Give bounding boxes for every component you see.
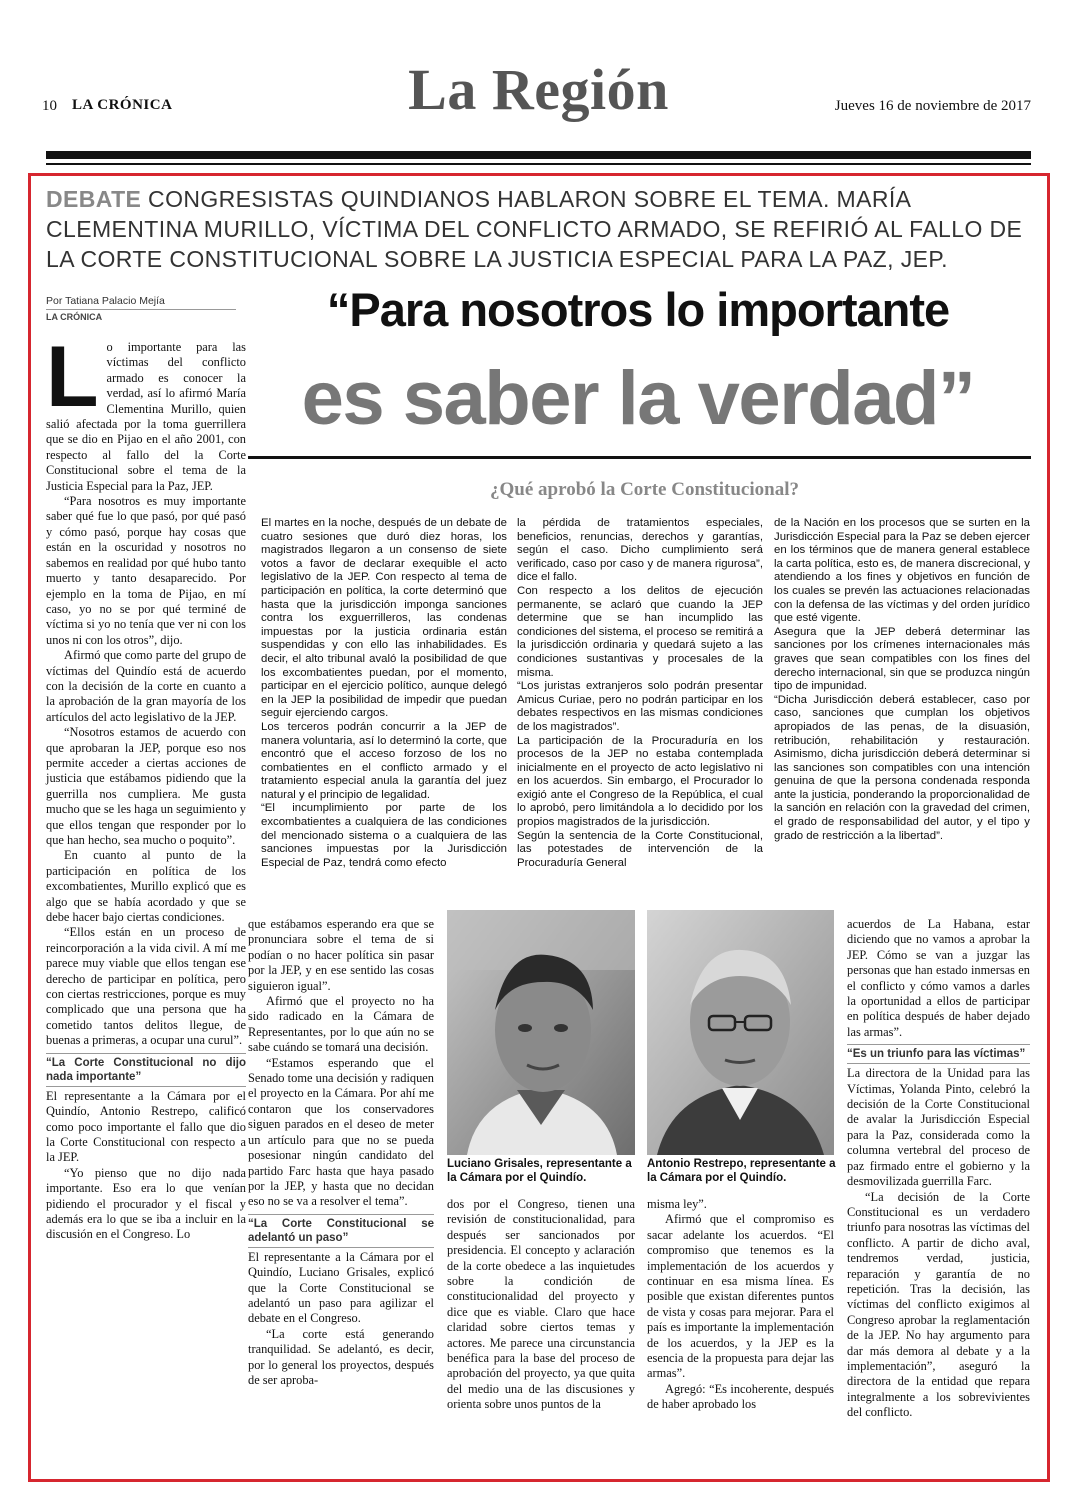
paragraph: “Dicha Jurisdicción deberá establecer, caso por caso, sanciones que cumplan los objetivos apropiados de las penas, de la disuasión, retribución, rehabilitación y restauración. Asimismo, dicha jurisdicción deberá determinar si las sanciones son compatibles con una intención genuina de que la persona condenada responda ante la justicia, ponderando la proporcionalidad de la sanción en relación con la gravedad del crimen, el grado de responsabilidad del autor, y el tipo y grado de restricción a la libertad”. (774, 693, 1030, 842)
kicker-text: CONGRESISTAS QUINDIANOS HABLARON SOBRE EL TEMA. MARÍA CLEMENTINA MURILLO, VÍCTIMA DEL CONFLICTO ARMADO, SE REFIRIÓ AL FALLO DE LA CORTE CONSTITUCIONAL SOBRE LA JUSTICIA ESPECIAL PARA LA PAZ, JEP. (46, 186, 1023, 272)
photo-luciano-grisales (447, 910, 635, 1155)
kicker-tag: DEBATE (46, 186, 142, 212)
sidebar-box-title: ¿Qué aprobó la Corte Constitucional? (490, 479, 799, 500)
article-column-1 (46, 329, 246, 1243)
paragraph: La directora de la Unidad para las Víctimas, Yolanda Pinto, celebró la decisión de la Corte Constitucional de avalar la Jurisdicción Especial para la Paz, considerada como la columna vertebral del proceso de paz firmado entre el gobierno y la desmovilizada guerrilla Farc. (847, 1066, 1030, 1189)
photo-caption-2: Antonio Restrepo, representante a la Cámara por el Quindío. (647, 1158, 836, 1184)
paragraph: “Nosotros estamos de acuerdo con que aprobaran la JEP, porque eso nos permite acceder a ciertas acciones de justicia que estábamos pidiendo que la guerrilla nos cumpliera. Me gusta mucho que se les haga un seguimiento y que ellos tengan que responder por lo que han hecho, sea mucho o poquito”. (46, 725, 246, 847)
paragraph: “Estamos esperando que el Senado tome una decisión y radiquen el proyecto en la Cámara. Por ahí me contaron que los conservadores siguen parados en el deseo de meter un artículo para que no se pueda posesionar ningún candidato del partido Farc hasta que haya pasado por la JEP, y hasta que no decidan eso no se va a resolver el tema”. (248, 1055, 434, 1209)
article-column-2 (248, 917, 434, 1388)
article-column-3 (447, 1197, 635, 1413)
paragraph: “Yo pienso que no dijo nada importante. Eso era lo que venían pidiendo el procurador y el fiscal y además era lo que se iba a incluir en la discusión en el Congreso. Lo (46, 1165, 246, 1242)
portrait-image (447, 910, 635, 1155)
paragraph: En cuanto al punto de la participación en política de los excombatientes, Murillo explicó que es algo que se había acordado y que se debe hacer bajo ciertas condiciones. (46, 848, 246, 925)
header-rule-thin (46, 163, 1031, 165)
paragraph: dos por el Congreso, tienen una revisión de constitucionalidad, para después ser sancionados por presidencia. El concepto y aclaración de la corte obedece a las inquietudes sobre la condición de constitucionalidad del proyecto y dice que es viable. Claro que hace claridad sobre ciertos temas y actores. Me parece una circunstancia benéfica para la base del proceso de aprobación del proyecto, ya que quita del medio una de las discusiones y orienta sobre unos puntos de la (447, 1197, 635, 1412)
page-number: 10 (42, 98, 57, 114)
paragraph: Afirmó que como parte del grupo de víctimas del Quindío está de acuerdo con la decisión de la corte en cuanto a la aprobación de la gran mayoría de los artículos del acto legislativo de la JEP. (46, 648, 246, 724)
paragraph: “El incumplimiento por parte de los excombatientes a cualquiera de las condiciones del mencionado sistema o a cualquiera de las sanciones impuestas por la Jurisdicción Especial de Paz, tendrá como efecto (261, 802, 507, 869)
paragraph: que estábamos esperando era que se pronunciara sobre el tema de si podían o no hacer política sin pasar por la JEP, y en ese sentido las cosas siguieron igual”. (248, 917, 434, 993)
newspaper-name: LA CRÓNICA (72, 97, 173, 113)
issue-date: Jueves 16 de noviembre de 2017 (834, 98, 1031, 114)
paragraph: El representante a la Cámara por el Quindío, Antonio Restrepo, calificó como poco importante el fallo que dio la Corte Constitucional con respecto a la JEP. (46, 1088, 246, 1165)
paragraph: acuerdos de La Habana, estar diciendo que no vamos a aprobar la JEP. Cómo se van a juzgar las personas que han estado inmersas en el conflicto y cómo vamos a darles la oportunidad a ellos de participar en política después de haber dejado las armas”. (847, 917, 1030, 1039)
article-kicker (46, 184, 1031, 274)
paragraph: Agregó: “Es incoherente, después de haber aprobado los (647, 1381, 834, 1412)
paragraph: misma ley”. (647, 1197, 707, 1211)
paragraph: “Los juristas extranjeros solo podrán presentar Amicus Curiae, pero no podrán participar en los debates respectivos en las mismas condiciones de los magistrados”. (517, 680, 763, 733)
byline-org: LA CRÓNICA (46, 312, 103, 322)
paragraph: “Ellos están en un proceso de reincorporación a la vida civil. A mí me parece muy viable que ellos tengan ese derecho de participar en política, pero con ciertas restricciones, porque es muy complicado que una persona que ha cometido tantos delitos llegue, de buenas a primeras, a ocupar una curul”. (46, 925, 246, 1048)
paragraph: Los terceros podrán concurrir a la JEP de manera voluntaria, así lo determinó la corte, que encontró que el acceso forzoso de los no combatientes en el conflicto armado y el tratamiento especial anula la garantía del juez natural y el principio de legalidad. (261, 720, 507, 801)
subheading: “La Corte Constitucional se adelantó un paso” (248, 1214, 434, 1248)
paragraph: de la Nación en los procesos que se surten en la Jurisdicción Especial para la Paz se deben ejercer en los términos que de manera general establece la carta política, esto es, de manera discrecional, y atendiendo a los fines y objetivos en función de los cuales se prevén las actuaciones relacionadas con la defensa de las víctimas y del orden jurídico que esté vigente. (774, 517, 1030, 625)
section-title: La Región (408, 57, 669, 122)
paragraph: El representante a la Cámara por el Quindío, Luciano Grisales, explicó que la Corte Constitucional se adelantó un paso para agilizar el debate en el Congreso. (248, 1249, 434, 1326)
paragraph: “La corte está generando tranquilidad. Se adelantó, es decir, por lo general los proyectos, después de ser aproba- (248, 1326, 434, 1387)
paragraph: “Para nosotros es muy importante saber qué fue lo que pasó, por qué pasó y cómo pasó, porque hay cosas que están en la oscuridad y nosotros no sabemos en realidad por qué hubo tanto muerto y tanto desaparecido. Por ejemplo en la toma de Pijao, en mí caso, yo no se por qué terminé de víctima si yo no tenía que ver ni con los unos ni con los otros”, dijo. (46, 494, 246, 647)
photo-caption-1: Luciano Grisales, representante a la Cámara por el Quindío. (447, 1158, 632, 1184)
byline-author: Por Tatiana Palacio Mejía (46, 295, 165, 307)
paragraph: Con respecto a los delitos de ejecución permanente, se aclaró que cuando la JEP determine que se han incumplido las condiciones del sistema, el proceso se remitirá a la jurisdicción ordinaria y quedará sujeto a las condiciones sustantivas y procesales de la misma. (517, 584, 763, 679)
subheading: “Es un triunfo para las víctimas” (847, 1044, 1030, 1064)
box-column-3 (774, 517, 1030, 843)
paragraph: Según la sentencia de la Corte Constitucional, las potestades de intervención de la Procuraduría General (517, 829, 763, 869)
paragraph: la pérdida de tratamientos especiales, beneficios, renuncias, derechos y garantías, según el caso. Dicho cumplimiento será verificado, caso por caso y de manera rigurosa”, dice el fallo. (517, 517, 763, 584)
paragraph: Asegura que la JEP deberá determinar las sanciones por los crímenes internacionales más graves que sean compatibles con los fines del derecho internacional, sin que se produzca ningún tipo de impunidad. (774, 625, 1030, 693)
subheading: “La Corte Constitucional no dijo nada importante” (46, 1053, 246, 1087)
dropcap: L (46, 329, 99, 425)
box-column-1 (261, 517, 507, 870)
paragraph: Afirmó que el proyecto no ha sido radicado en la Cámara de Representantes, por lo que aún no se sabe cuándo se tomará una decisión. (248, 994, 434, 1055)
header-rule-thick (46, 151, 1031, 159)
byline-rule (46, 309, 236, 310)
portrait-image (647, 910, 834, 1155)
paragraph: “La decisión de la Corte Constitucional es un verdadero triunfo para nosotras las víctimas del conflicto. A partir de dicho aval, tendremos verdad, justicia, reparación y garantía de no repetición. Tras la decisión, las víctimas del conflicto exigimos al Congreso aprobar la reglamentación de la JEP. No hay argumento para dar más demora al debate y a la implementación”, aseguró la directora de la entidad que repara integralmente a los sobrevivientes del conflicto. (847, 1189, 1030, 1420)
headline-rule (248, 456, 1031, 459)
paragraph: El martes en la noche, después de un debate de cuatro sesiones que duró diez horas, los magistrados llegaron a un consenso de siete votos a favor de declarar exequible el acto legislativo de la JEP. Con respecto al tema de participación en política, la corte determinó que hasta que la jurisdicción imponga sanciones contra los exguerrilleros, las condenas impuestas por la justicia ordinaria están suspendidas y con ello las inhabilidades. Es decir, el alto tribunal avaló la posibilidad de que los excombatientes puedan, por el momento, participar en el ejercicio político, aunque delegó en la JEP la posibilidad de impedir que puedan seguir ejerciendo cargos. (261, 517, 507, 720)
paragraph: Afirmó que el compromiso es sacar adelante los acuerdos. “El compromiso que tenemos es la implementación de los acuerdos y continuar en esa misma línea. Es posible que existan diferentes puntos de vista y cosas para mejorar. Para el país es importante la implementación de los acuerdos, y la JEP es la esencia de la propuesta para dejar las armas”. (647, 1212, 834, 1381)
headline-line-1: “Para nosotros lo importante (326, 283, 950, 336)
headline-line-2: es saber la verdad” (301, 356, 975, 441)
photo-antonio-restrepo (647, 910, 834, 1155)
article-column-4 (647, 1197, 834, 1413)
box-column-2 (517, 517, 763, 870)
paragraph: La participación de la Procuraduría en los procesos de la JEP no estaba contemplada inicialmente en el proyecto de acto legislativo ni en los acuerdos. Sin embargo, el Procurador lo exigió ante el Congreso de la República, el cual lo aprobó, pero limitándola a lo decidido por los propios magistrados de la jurisdicción. (517, 734, 763, 829)
article-column-5 (847, 917, 1030, 1421)
paragraph: o importante para las víctimas del conflicto armado es conocer la verdad, así lo afirmó María Clementina Murillo, quien salió afectada por la toma guerrillera que se dio en Pijao en el año 2001, con respecto al fallo del la Corte Constitucional sobre el tema de la Justicia Especial para la Paz, JEP. (46, 340, 246, 493)
